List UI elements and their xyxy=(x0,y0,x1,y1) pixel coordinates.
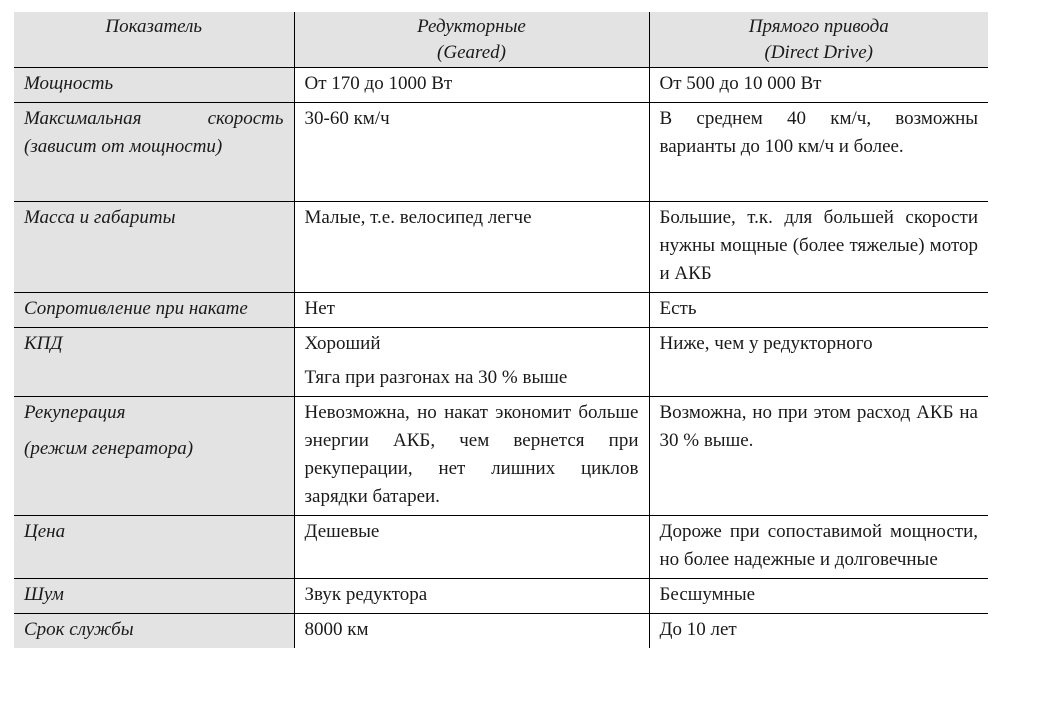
table-row xyxy=(14,293,988,328)
row-direct-value: Большие, т.к. для большей скорости нужны мощные (более тяжелые) мотор и АКБ xyxy=(649,202,988,293)
comparison-table xyxy=(14,12,988,648)
table-row xyxy=(14,397,988,516)
row-geared-value: От 170 до 1000 Вт xyxy=(294,68,649,103)
header-direct-drive xyxy=(649,12,988,68)
row-parameter-line: Максимальная скорость xyxy=(24,108,284,129)
row-geared-value: Невозможна, но накат экономит больше энергии АКБ, чем вернется при рекуперации, нет лишних циклов зарядки батареи. xyxy=(294,397,649,516)
row-parameter-line: Рекуперация xyxy=(24,402,126,423)
row-parameter xyxy=(14,397,294,516)
row-geared-value: Малые, т.е. велосипед легче xyxy=(294,202,649,293)
row-direct-value: Дороже при сопоставимой мощности, но более надежные и долговечные xyxy=(649,516,988,579)
row-geared-line: Тяга при разгонах на 30 % выше xyxy=(304,367,568,388)
row-geared-value: 30-60 км/ч xyxy=(294,103,649,202)
row-geared-value: Нет xyxy=(294,293,649,328)
row-direct-value: В среднем 40 км/ч, возможны варианты до 100 км/ч и более. xyxy=(649,103,988,202)
row-parameter-note: (зависит от мощности) xyxy=(24,136,223,157)
row-direct-value: До 10 лет xyxy=(649,614,988,649)
header-parameter xyxy=(14,12,294,68)
header-direct-title: Прямого привода xyxy=(748,16,889,37)
header-geared-title: Редукторные xyxy=(417,16,526,37)
table-row xyxy=(14,103,988,202)
header-direct-subtitle: (Direct Drive) xyxy=(764,42,873,63)
row-direct-value: Бесшумные xyxy=(649,579,988,614)
row-parameter xyxy=(14,103,294,202)
table-row xyxy=(14,68,988,103)
table-row xyxy=(14,579,988,614)
row-parameter-note: (режим генератора) xyxy=(24,438,194,459)
row-parameter: Шум xyxy=(14,579,294,614)
row-direct-value: От 500 до 10 000 Вт xyxy=(649,68,988,103)
row-parameter: Срок службы xyxy=(14,614,294,649)
row-direct-value: Возможна, но при этом расход АКБ на 30 % выше. xyxy=(649,397,988,516)
row-geared-value xyxy=(294,328,649,397)
row-geared-value: Звук редуктора xyxy=(294,579,649,614)
row-parameter: Масса и габариты xyxy=(14,202,294,293)
row-parameter: Мощность xyxy=(14,68,294,103)
row-geared-value: Дешевые xyxy=(294,516,649,579)
row-parameter: КПД xyxy=(14,328,294,397)
table-header-row xyxy=(14,12,988,68)
table-row xyxy=(14,614,988,649)
row-parameter: Сопротивление при накате xyxy=(14,293,294,328)
table-row xyxy=(14,202,988,293)
row-direct-value: Ниже, чем у редукторного xyxy=(649,328,988,397)
table-row xyxy=(14,328,988,397)
header-parameter-label: Показатель xyxy=(105,16,203,37)
table-row xyxy=(14,516,988,579)
row-direct-value: Есть xyxy=(649,293,988,328)
row-geared-value: 8000 км xyxy=(294,614,649,649)
header-geared xyxy=(294,12,649,68)
header-geared-subtitle: (Geared) xyxy=(437,42,506,63)
row-parameter: Цена xyxy=(14,516,294,579)
row-geared-line: Хороший xyxy=(304,333,381,354)
